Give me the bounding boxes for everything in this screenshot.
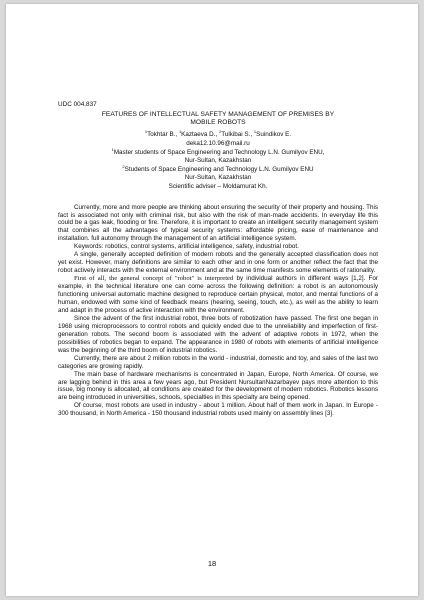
paper-title: [58, 111, 378, 127]
title-line-2: MOBILE ROBOTS: [190, 119, 246, 127]
paragraph-abstract: Currently, more and more people are thinking about ensuring the security of their property and housing. This fact is associated not only with criminal risk, but also with the risk of man-made accidents. In everyday life this could be a gas leak, flooding or fire. Therefore, it is important to create an intelligent security management system that combines all the advantages of typical security systems: affordable pricing, ease of maintenance and installation. full autonomy through the management of an artificial intelligence system.: [58, 203, 378, 243]
author-1-mark: 1: [144, 129, 148, 135]
author-2-mark: 1: [178, 129, 182, 135]
affiliation-1: [58, 146, 378, 158]
robot-concept-serif-text: First of all, the general concept of "robot" is interpreted: [74, 275, 234, 283]
paragraph-hardware-base: The main base of hardware mechanisms is concentrated in Japan, Europe, North America. Of course, we are lagging behind in this area a few years ago, but President NursultanNazarbayev pays more attention to this issue, big money is allocated, all conditions are created for the development of modern robotics. Robotics lessons are being introduced in universities, schools, specialties in this specialty are being opened.: [58, 370, 378, 402]
author-4: Suindikov E.: [256, 131, 292, 139]
paragraph-robot-booms: Since the advent of the first industrial robot, three bots of robotization have passed. The first one began in 1968 using microprocessors to control robots and quickly ended due to the unreliability and imperfection of first-generation robots. The second boom is associated with the advent of adaptive robots in 1972, when the possibilities of robotics began to expand. The appearance in 1980 of robots with elements of artificial intelligence was the beginning of the third boom of industrial robotics.: [58, 314, 378, 354]
robot-concept-text: by individual authors in different ways [1,2]. For example, in the technical literature one can come across the following definition: a robot is an autonomously functioning universal automatic machine designed to reproduce certain physical, motor, and mental functions of a human, endowed with some kind of feedback means (hearing, seeing, touch, etc.), as well as the ability to learn and adapt in the process of active interaction with the environment.: [58, 275, 378, 314]
author-2: Kaztaeva D.,: [181, 131, 219, 139]
affiliation-1-city: Nur-Sultan, Kazakhstan: [184, 157, 252, 165]
paragraph-robot-count: Currently, there are about 2 million robots in the world - industrial, domestic and toy, and sales of the last two categories are growing rapidly.: [58, 354, 378, 370]
author-list: [58, 131, 378, 140]
affiliation-2: [58, 163, 378, 175]
page-number: 18: [207, 559, 217, 568]
paragraph-robot-concept: [58, 275, 378, 315]
affiliation-2-mark: 2: [122, 163, 125, 169]
author-3: Tulkibai S.,: [221, 131, 254, 139]
affiliation-1-mark: 1: [111, 146, 114, 152]
udc-code: UDC 004.837: [58, 101, 97, 108]
author-3-mark: 2: [218, 129, 222, 135]
paragraph-definition: A single, generally accepted definition of modern robots and the generally accepted classification does not yet exist. However, many definitions are similar to each other and in one form or another reflect the fact that the robot actively interacts with the external environment and at the same time manifests some elements of rationality.: [58, 251, 378, 275]
paragraph-keywords: Keywords: robotics, control systems, artificial intelligence, safety, industrial robot.: [74, 243, 299, 251]
paper-content: [58, 101, 378, 418]
author-4-mark: 1: [253, 129, 257, 135]
document-page: [6, 4, 418, 596]
author-1: Tokhtar B.,: [147, 131, 179, 139]
scientific-adviser: Scientific adviser – Moldamurat Kh.: [168, 182, 268, 190]
affiliation-1-text: Master students of Space Engineering and Technology L.N. Gumilyov ENU,: [113, 148, 325, 156]
affiliation-2-city: Nur-Sultan, Kazakhstan: [184, 174, 252, 182]
title-line-1: FEATURES OF INTELLECTUAL SAFETY MANAGEMENT OF PREMISES BY: [101, 111, 335, 118]
paragraph-industry-use: Of course, most robots are used in industry - about 1 million. About half of them work in Japan. In Europe - 300 thousand, in North America - 150 thousand industrial robots used mainly on assembly lines [3].: [58, 402, 378, 418]
author-email: deka12.10.96@mail.ru: [186, 140, 250, 147]
affiliation-2-text: Students of Space Engineering and Technology L.N. Gumilyov ENU: [124, 165, 314, 173]
section-spacer: [58, 192, 378, 204]
